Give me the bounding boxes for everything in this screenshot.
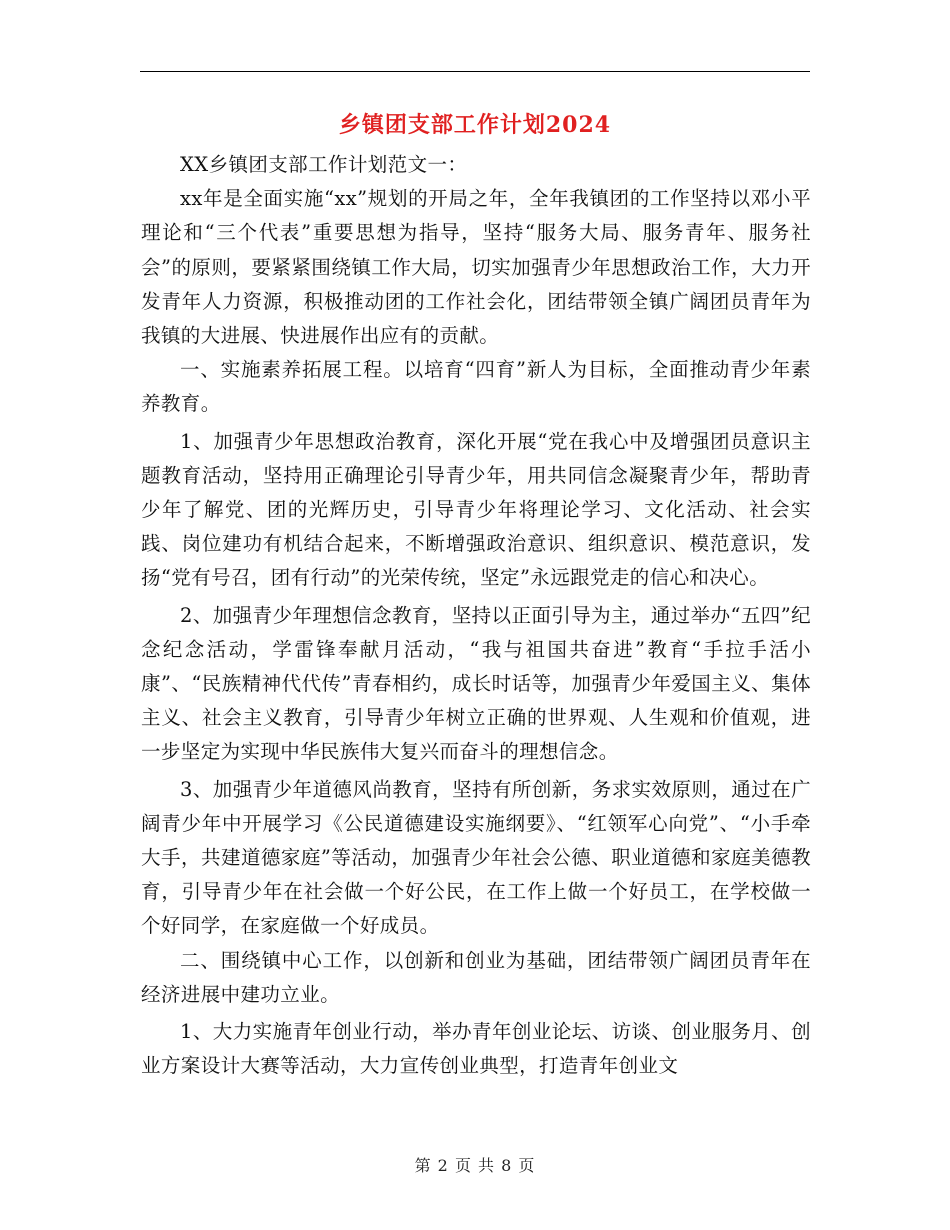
paragraph-intro: XX乡镇团支部工作计划范文一： [180, 153, 468, 176]
paragraph-item-2-1: 1、大力实施青年创业行动，举办青年创业论坛、访谈、创业服务月、创业方案设计大赛等活动，大力宣传创业典型，打造青年创业文 [141, 1020, 811, 1078]
paragraph-section-one: 一、实施素养拓展工程。以培育“四育”新人为目标，全面推动青少年素养教育。 [141, 358, 811, 416]
paragraph-overview: xx年是全面实施“xx”规划的开局之年，全年我镇团的工作坚持以邓小平理论和“三个代表”重要思想为指导，坚持“服务大局、服务青年、服务社会”的原则，要紧紧围绕镇工作大局，切实加强青少年思想政治工作，大力开发青年人力资源，积极推动团的工作社会化，团结带领全镇广阔团员青年为我镇的大进展、快进展作出应有的贡献。 [141, 187, 811, 348]
document-title: 乡镇团支部工作计划2024 [338, 112, 612, 138]
header-rule [140, 71, 810, 72]
paragraph-item-3: 3、加强青少年道德风尚教育，坚持有所创新，务求实效原则，通过在广阔青少年中开展学习《公民道德建设实施纲要》、“红领军心向党”、“小手牵大手，共建道德家庭”等活动，加强青少年社会公德、职业道德和家庭美德教育，引导青少年在社会做一个好公民，在工作上做一个好员工，在学校做一个好同学，在家庭做一个好成员。 [141, 777, 811, 938]
paragraph-item-2: 2、加强青少年理想信念教育，坚持以正面引导为主，通过举办“五四”纪念纪念活动，学雷锋奉献月活动，“我与祖国共奋进”教育“手拉手活小康”、“民族精神代代传”青春相约，成长时话等，加强青少年爱国主义、集体主义、社会主义教育，引导青少年树立正确的世界观、人生观和价值观，进一步坚定为实现中华民族伟大复兴而奋斗的理想信念。 [141, 603, 811, 764]
paragraph-item-1: 1、加强青少年思想政治教育，深化开展“党在我心中及增强团员意识主题教育活动，坚持用正确理论引导青少年，用共同信念凝聚青少年，帮助青少年了解党、团的光辉历史，引导青少年将理论学习、文化活动、社会实践、岗位建功有机结合起来，不断增强政治意识、组织意识、模范意识，发扬“党有号召，团有行动”的光荣传统，坚定”永远跟党走的信心和决心。 [141, 429, 811, 590]
paragraph-section-two: 二、围绕镇中心工作，以创新和创业为基础，团结带领广阔团员青年在经济进展中建功立业。 [141, 948, 811, 1006]
page-number: 第 2 页 共 8 页 [414, 1156, 536, 1175]
document-body [141, 148, 811, 1083]
